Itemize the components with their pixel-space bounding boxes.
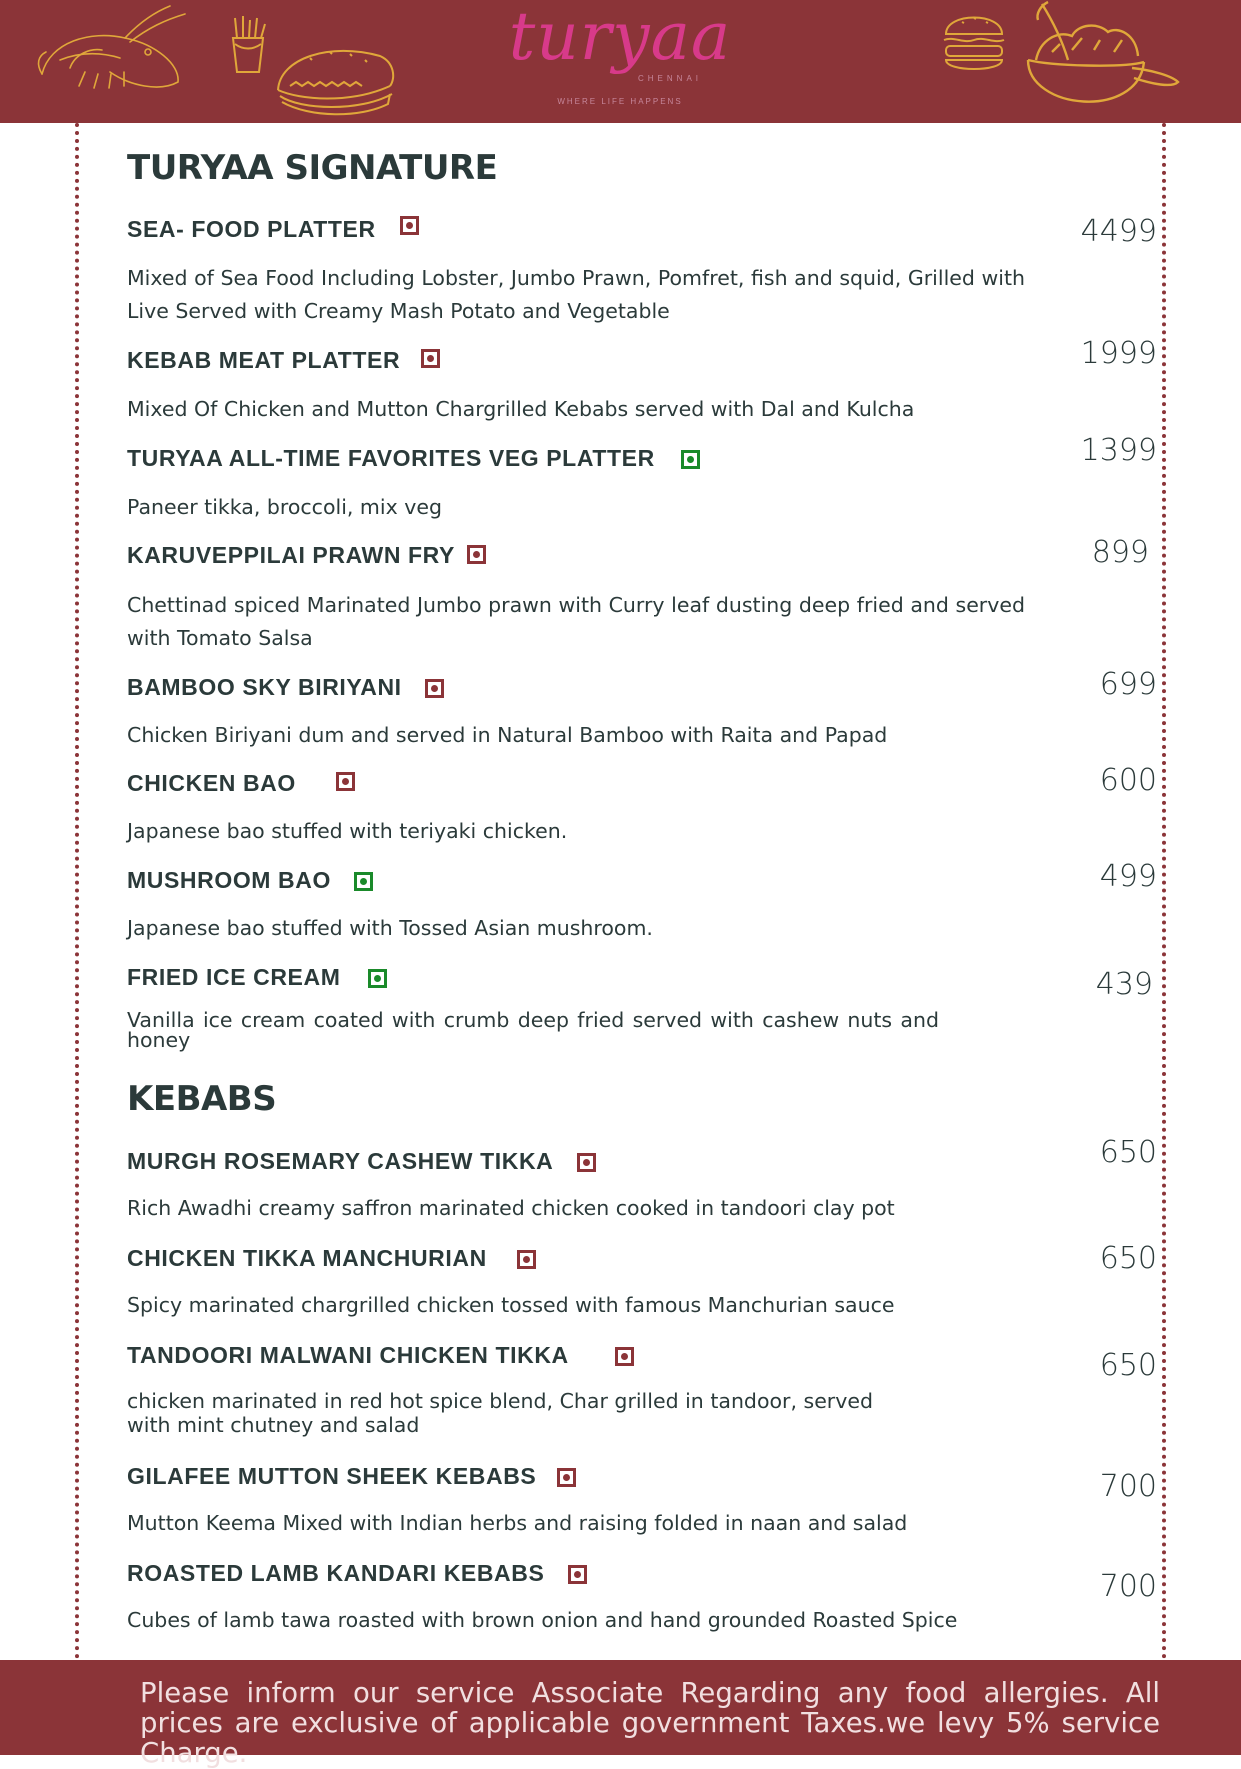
menu-item-description: Rich Awadhi creamy saffron marinated chicken cooked in tandoori clay pot [127, 1196, 895, 1220]
menu-item-price: 4499 [1080, 214, 1157, 249]
right-dotted-border [1162, 123, 1166, 1660]
veg-icon [354, 872, 373, 891]
menu-item-description: Vanilla ice cream coated with crumb deep fried served with cashew nuts and honey [127, 1008, 939, 1052]
non-veg-icon [577, 1153, 596, 1172]
menu-item-price: 899 [1091, 535, 1149, 570]
menu-item-description: Japanese bao stuffed with teriyaki chicken. [127, 819, 568, 843]
menu-item-name: KARUVEPPILAI PRAWN FRY [127, 542, 455, 568]
menu-item-price: 1399 [1080, 433, 1157, 468]
menu-item-price: 650 [1099, 1348, 1157, 1383]
non-veg-icon [336, 772, 355, 791]
menu-item-description: Paneer tikka, broccoli, mix veg [127, 495, 442, 519]
fries-icon [223, 14, 273, 76]
section-title-turyaa-signature: TURYAA SIGNATURE [127, 148, 498, 188]
menu-item-description: Chettinad spiced Marinated Jumbo prawn with Curry leaf dusting deep fried and served with Tomato Salsa [127, 593, 1025, 650]
left-dotted-border [75, 123, 79, 1660]
logo-city: CHENNAI [638, 74, 703, 83]
veg-icon [368, 969, 387, 988]
veg-icon [681, 450, 700, 469]
non-veg-icon [467, 545, 486, 564]
menu-item-description: Cubes of lamb tawa roasted with brown onion and hand grounded Roasted Spice [127, 1608, 958, 1632]
menu-item-price: 650 [1099, 1135, 1157, 1170]
menu-item-name: TANDOORI MALWANI CHICKEN TIKKA [127, 1342, 569, 1368]
menu-item-name: CHICKEN TIKKA MANCHURIAN [127, 1245, 487, 1271]
menu-item-description: Spicy marinated chargrilled chicken tossed with famous Manchurian sauce [127, 1293, 895, 1317]
non-veg-icon [568, 1565, 587, 1584]
allergy-tax-notice: Please inform our service Associate Regarding any food allergies. All prices are exclusive of applicable government Taxes.we levy 5% service Charge. [140, 1677, 1160, 1769]
menu-item-name: ROASTED LAMB KANDARI KEBABS [127, 1560, 545, 1586]
menu-item-name: MURGH ROSEMARY CASHEW TIKKA [127, 1148, 554, 1174]
menu-item-name: BAMBOO SKY BIRIYANI [127, 674, 402, 700]
turyaa-logo [500, 0, 740, 110]
non-veg-icon [421, 349, 440, 368]
menu-item-name: CHICKEN BAO [127, 770, 296, 796]
menu-item-name: MUSHROOM BAO [127, 867, 331, 893]
sandwich-icon [270, 38, 400, 120]
menu-item-price: 439 [1095, 967, 1153, 1002]
menu-item-price: 650 [1099, 1241, 1157, 1276]
menu-item-name: SEA- FOOD PLATTER [127, 216, 376, 242]
non-veg-icon [400, 216, 419, 235]
non-veg-icon [425, 679, 444, 698]
menu-item-description: chicken marinated in red hot spice blend, Char grilled in tandoor, served with mint chutney and salad [127, 1389, 873, 1437]
menu-item-description: Mixed of Sea Food Including Lobster, Jumbo Prawn, Pomfret, fish and squid, Grilled with Live Served with Creamy Mash Potato and Vegetable [127, 266, 1025, 323]
menu-item-description: Mutton Keema Mixed with Indian herbs and raising folded in naan and salad [127, 1511, 908, 1535]
menu-item-price: 700 [1099, 1569, 1157, 1604]
prawn-icon [30, 2, 190, 94]
non-veg-icon [517, 1250, 536, 1269]
menu-item-name: FRIED ICE CREAM [127, 964, 341, 990]
salad-bowl-icon [1022, 0, 1182, 135]
menu-item-price: 1999 [1080, 336, 1157, 371]
header-banner [0, 0, 1241, 123]
menu-item-name: GILAFEE MUTTON SHEEK KEBABS [127, 1463, 537, 1489]
menu-item-price: 699 [1099, 667, 1157, 702]
non-veg-icon [615, 1347, 634, 1366]
menu-item-name: KEBAB MEAT PLATTER [127, 347, 401, 373]
logo-wordmark: turyaa [508, 0, 732, 75]
burger-icon [940, 4, 1008, 78]
menu-item-price: 600 [1099, 763, 1157, 798]
menu-item-price: 499 [1099, 859, 1157, 894]
menu-item-description: Mixed Of Chicken and Mutton Chargrilled Kebabs served with Dal and Kulcha [127, 397, 915, 421]
menu-item-name: TURYAA ALL-TIME FAVORITES VEG PLATTER [127, 445, 655, 471]
menu-item-description: Chicken Biriyani dum and served in Natural Bamboo with Raita and Papad [127, 723, 888, 747]
non-veg-icon [557, 1468, 576, 1487]
logo-tagline: WHERE LIFE HAPPENS [557, 97, 683, 106]
menu-item-description: Japanese bao stuffed with Tossed Asian mushroom. [127, 916, 653, 940]
footer-banner [0, 1660, 1241, 1769]
menu-item-price: 700 [1099, 1469, 1157, 1504]
section-title-kebabs: KEBABS [127, 1079, 277, 1119]
